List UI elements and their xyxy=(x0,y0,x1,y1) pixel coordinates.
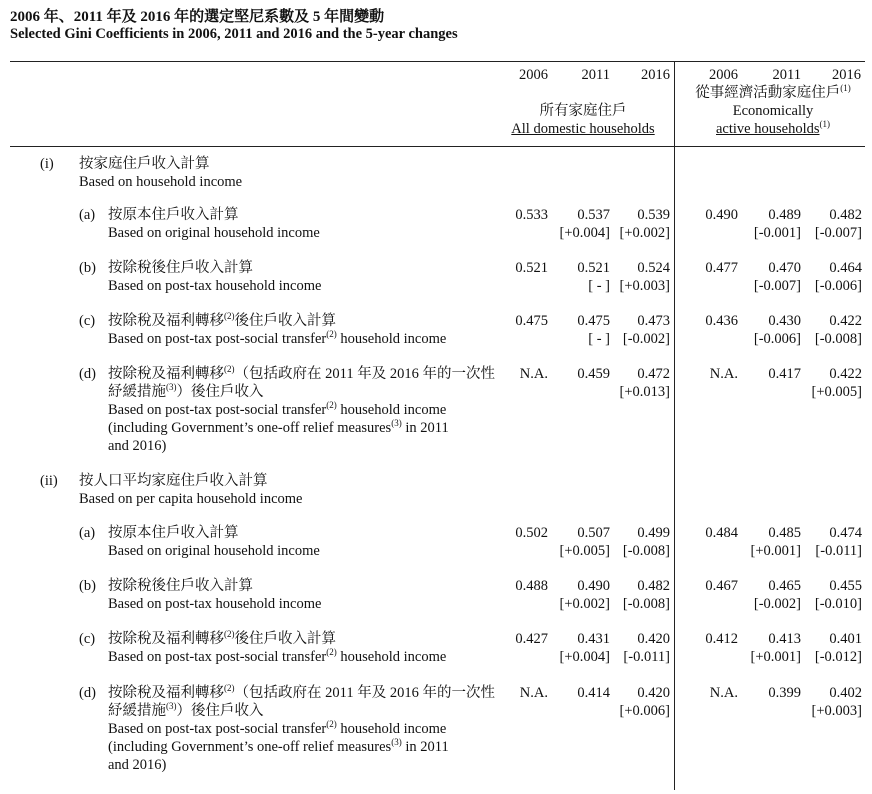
section-ii-en: Based on per capita household income xyxy=(79,491,303,507)
change-cell: [+0.005] xyxy=(559,543,610,559)
value-cell: 0.420 xyxy=(637,685,670,701)
row-label: (d) xyxy=(79,366,96,382)
change-cell: [-0.011] xyxy=(815,543,862,559)
value-cell: 0.455 xyxy=(829,578,862,594)
table-title-english: Selected Gini Coefficients in 2006, 2011 and 2016 and the 5-year changes xyxy=(10,26,458,42)
row-desc-zh: 按除稅及福利轉移$^{(2)}$（包括政府在 2011 年及 2016 年的一次性 xyxy=(108,364,495,382)
change-cell: [-0.008] xyxy=(622,543,670,559)
change-cell: [ - ] xyxy=(588,331,610,347)
group-header-active-en-1: Economically xyxy=(732,103,814,119)
row-desc-en: Based on original household income xyxy=(108,543,320,559)
row-desc-en-3: and 2016) xyxy=(108,757,167,773)
row-desc-zh: 按除稅後住戶收入計算 xyxy=(108,260,253,276)
value-cell: 0.473 xyxy=(637,313,670,329)
value-cell: 0.490 xyxy=(705,207,738,223)
row-desc-zh-2: 紓緩措施$^{(3)}$）後住戶收入 xyxy=(108,701,264,719)
value-cell: 0.472 xyxy=(637,366,670,382)
table-title-chinese: 2006 年、2011 年及 2016 年的選定堅尼系數及 5 年間變動 xyxy=(10,9,385,25)
value-cell: 0.422 xyxy=(829,366,862,382)
year-header-all-2011: 2011 xyxy=(581,67,610,83)
change-cell: [-0.002] xyxy=(753,596,801,612)
change-cell: [-0.008] xyxy=(622,596,670,612)
row-desc-en-3: and 2016) xyxy=(108,438,167,454)
change-cell: [+0.002] xyxy=(559,596,610,612)
year-header-all-2016: 2016 xyxy=(641,67,670,83)
change-cell: [+0.004] xyxy=(559,649,610,665)
row-label: (b) xyxy=(79,260,96,276)
group-header-active-zh: 從事經濟活動家庭住戶$^{(1)}$ xyxy=(695,83,851,101)
value-cell: 0.467 xyxy=(705,578,738,594)
row-desc-en-2: (including Government’s one-off relief measures$^{(3)}$ in 2011 xyxy=(108,418,449,436)
value-cell: 0.521 xyxy=(515,260,548,276)
value-cell: 0.414 xyxy=(577,685,610,701)
value-cell: 0.401 xyxy=(829,631,862,647)
row-desc-en: Based on post-tax post-social transfer$^{(2)}$ household income xyxy=(108,647,447,665)
change-cell: [-0.001] xyxy=(753,225,801,241)
row-desc-en: Based on post-tax post-social transfer$^{(2)}$ household income xyxy=(108,719,447,737)
value-cell: 0.482 xyxy=(829,207,862,223)
year-header-all-2006: 2006 xyxy=(519,67,548,83)
value-cell: 0.465 xyxy=(768,578,801,594)
change-cell: [+0.003] xyxy=(811,703,862,719)
value-cell: 0.524 xyxy=(637,260,670,276)
row-label: (a) xyxy=(79,525,96,541)
value-cell: 0.507 xyxy=(577,525,610,541)
change-cell: [-0.007] xyxy=(814,225,862,241)
value-cell: N.A. xyxy=(519,366,548,382)
year-header-active-2011: 2011 xyxy=(772,67,801,83)
value-cell: 0.402 xyxy=(829,685,862,701)
change-cell: [-0.011] xyxy=(623,649,670,665)
row-desc-zh: 按除稅後住戶收入計算 xyxy=(108,578,253,594)
value-cell: 0.521 xyxy=(577,260,610,276)
value-cell: 0.399 xyxy=(768,685,801,701)
row-desc-zh: 按除稅及福利轉移$^{(2)}$後住戶收入計算 xyxy=(108,311,336,329)
value-cell: 0.412 xyxy=(705,631,738,647)
value-cell: 0.485 xyxy=(768,525,801,541)
value-cell: 0.477 xyxy=(705,260,738,276)
change-cell: [-0.006] xyxy=(753,331,801,347)
value-cell: 0.459 xyxy=(577,366,610,382)
value-cell: 0.482 xyxy=(637,578,670,594)
value-cell: 0.413 xyxy=(768,631,801,647)
row-label: (c) xyxy=(79,313,96,329)
group-header-all-en: All domestic households xyxy=(511,121,655,137)
section-ii-zh: 按人口平均家庭住戶收入計算 xyxy=(79,473,268,489)
row-desc-en-2: (including Government’s one-off relief measures$^{(3)}$ in 2011 xyxy=(108,737,449,755)
value-cell: 0.422 xyxy=(829,313,862,329)
value-cell: 0.474 xyxy=(829,525,862,541)
section-ii-label: (ii) xyxy=(40,473,58,489)
row-desc-zh: 按除稅及福利轉移$^{(2)}$（包括政府在 2011 年及 2016 年的一次性 xyxy=(108,683,495,701)
value-cell: 0.484 xyxy=(705,525,738,541)
change-cell: [-0.007] xyxy=(753,278,801,294)
header-rule xyxy=(10,146,865,147)
change-cell: [-0.002] xyxy=(622,331,670,347)
change-cell: [+0.003] xyxy=(619,278,670,294)
value-cell: 0.420 xyxy=(637,631,670,647)
value-cell: 0.539 xyxy=(637,207,670,223)
year-header-active-2006: 2006 xyxy=(709,67,738,83)
top-rule xyxy=(10,61,865,62)
value-cell: 0.488 xyxy=(515,578,548,594)
row-desc-en: Based on post-tax post-social transfer$^{(2)}$ household income xyxy=(108,400,447,418)
row-desc-zh: 按原本住戶收入計算 xyxy=(108,525,239,541)
column-divider xyxy=(674,62,675,790)
row-desc-en: Based on post-tax household income xyxy=(108,278,322,294)
row-desc-zh-2: 紓緩措施$^{(3)}$）後住戶收入 xyxy=(108,382,264,400)
group-header-all-zh: 所有家庭住戶 xyxy=(539,103,627,119)
section-i-zh: 按家庭住戶收入計算 xyxy=(79,156,210,172)
value-cell: 0.475 xyxy=(515,313,548,329)
value-cell: N.A. xyxy=(709,366,738,382)
row-label: (c) xyxy=(79,631,96,647)
value-cell: 0.431 xyxy=(577,631,610,647)
value-cell: 0.533 xyxy=(515,207,548,223)
value-cell: 0.489 xyxy=(768,207,801,223)
value-cell: 0.470 xyxy=(768,260,801,276)
value-cell: N.A. xyxy=(519,685,548,701)
change-cell: [+0.004] xyxy=(559,225,610,241)
row-desc-en: Based on post-tax household income xyxy=(108,596,322,612)
row-desc-zh: 按原本住戶收入計算 xyxy=(108,207,239,223)
group-header-active-en-2: active households$^{(1)}$ xyxy=(716,119,830,137)
year-header-active-2016: 2016 xyxy=(832,67,861,83)
row-desc-en: Based on original household income xyxy=(108,225,320,241)
row-label: (b) xyxy=(79,578,96,594)
change-cell: [+0.001] xyxy=(750,543,801,559)
value-cell: 0.427 xyxy=(515,631,548,647)
value-cell: 0.464 xyxy=(829,260,862,276)
row-desc-zh: 按除稅及福利轉移$^{(2)}$後住戶收入計算 xyxy=(108,629,336,647)
section-i-en: Based on household income xyxy=(79,174,243,190)
value-cell: 0.499 xyxy=(637,525,670,541)
change-cell: [-0.006] xyxy=(814,278,862,294)
value-cell: 0.417 xyxy=(768,366,801,382)
section-i-label: (i) xyxy=(40,156,54,172)
change-cell: [-0.012] xyxy=(814,649,862,665)
value-cell: 0.490 xyxy=(577,578,610,594)
change-cell: [+0.005] xyxy=(811,384,862,400)
row-desc-en: Based on post-tax post-social transfer$^{(2)}$ household income xyxy=(108,329,447,347)
value-cell: 0.502 xyxy=(515,525,548,541)
value-cell: 0.436 xyxy=(705,313,738,329)
change-cell: [+0.002] xyxy=(619,225,670,241)
change-cell: [+0.013] xyxy=(619,384,670,400)
value-cell: 0.537 xyxy=(577,207,610,223)
change-cell: [+0.006] xyxy=(619,703,670,719)
change-cell: [+0.001] xyxy=(750,649,801,665)
row-label: (a) xyxy=(79,207,96,223)
row-label: (d) xyxy=(79,685,96,701)
value-cell: 0.475 xyxy=(577,313,610,329)
change-cell: [-0.008] xyxy=(814,331,862,347)
change-cell: [-0.010] xyxy=(814,596,862,612)
value-cell: N.A. xyxy=(709,685,738,701)
change-cell: [ - ] xyxy=(588,278,610,294)
value-cell: 0.430 xyxy=(768,313,801,329)
